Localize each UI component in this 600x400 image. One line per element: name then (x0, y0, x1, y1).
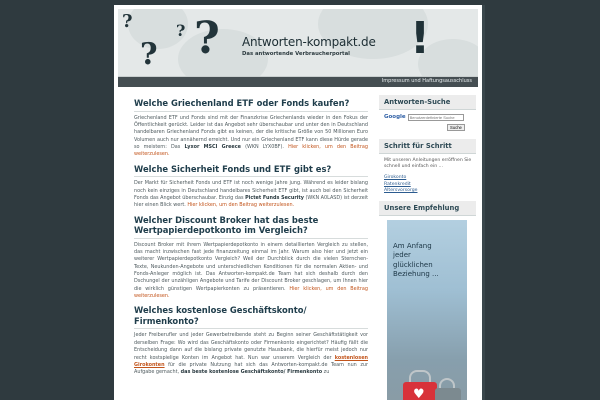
read-more-link[interactable]: Hier klicken, um den Beitrag weiterzulesen. (187, 202, 295, 209)
search-input[interactable] (408, 114, 464, 121)
search-widget-title: Antworten-Suche (379, 95, 476, 110)
post-title[interactable]: Welche Griechenland ETF oder Fonds kaufen? (134, 98, 368, 112)
padlock-icon (435, 388, 461, 400)
imprint-link[interactable]: Impressum und Haftungsausschluss (381, 78, 472, 84)
site-title[interactable]: Antworten-kompakt.de (242, 35, 376, 49)
category-links (384, 175, 472, 195)
question-mark-icon: ? (176, 21, 186, 40)
main-content (134, 98, 368, 382)
read-more-link[interactable]: Hier klicken, um den Beitrag weiterzulesen. (134, 285, 368, 300)
exclamation-icon: ! (410, 13, 431, 64)
window-edge (482, 5, 485, 400)
site-header (118, 9, 478, 77)
search-widget (379, 110, 476, 139)
post-excerpt: Jeder Freiberufler und jeder Gewerbetreibende steht zu Beginn seiner Geschäftstätigkeit vor derselben Frage: Wo wird das Geschäftskonto oder Firmenkonto eingerichtet? Häufig fällt die Entscheidung dann auf die bislang private genutzte Hausbank, die hierfür meist jedoch nur recht kostspielige Konten im Angebot hat. Nun war unserem Vergleich der kostenlosen Girokonten für die private Nutzung hat sich das Antworten-kompakt.de Team nun zur Aufgabe gemacht, das beste kostenlose Geschäftskonto/ Firmenkonto zu (134, 332, 368, 376)
page (114, 5, 482, 400)
recommendation-widget-title: Unsere Empfehlung (379, 201, 476, 216)
post-excerpt: Griechenland ETF und Fonds sind mit der Finanzkrise Griechenlands wieder in den Fokus der Öffentlichkeit gerückt. Leider ist das Angebot sehr überschaubar und unter den in Deutschland handelbaren Griechenland Fonds gibt es keinen, der die kritische Größe von 50 Millionen Euro Volumen auch nur annähernd erreicht. Und nur ein Griechenland ETF kann diese Hürde gerade so meistern: Das Lyxor MSCI Greece (WKN LYX0BF). Hier klicken, um den Beitrag weiterzulesen. (134, 114, 368, 158)
google-logo: Google (384, 114, 406, 120)
read-more-link[interactable]: Hier klicken, um den Beitrag weiterzulesen. (134, 143, 368, 158)
post-excerpt: Discount Broker mit ihrem Wertpapierdepotkonto in einem detaillierten Vergleich zu stellen, das macht inzwischen fast jede finanzzeitung einmal im Jahr. Warum also hier und jetzt ein weiterer Wertpapierdepotkonto Vergleich? Weil der Durchblick durch die vielen Sternchen-Texte, Neukunden-Angebote und unterschiedlichen Konditionen für die normalen Aktien- und Fonds-Anleger möglich ist. Das Antworten-kompakt.de Team hat sich deshalb durch den Dschungel der unzähligen Angebote und Tarife der Discount Broker geschlagen, um Ihnen hier die wirklich günstigen Wertpapierkonten zu präsentieren. Hier klicken, um den Beitrag weiterzulesen. (134, 241, 368, 300)
question-mark-icon: ? (122, 11, 133, 32)
steps-widget (379, 154, 476, 201)
post-title[interactable]: Welche Sicherheit Fonds und ETF gibt es? (134, 164, 368, 178)
site-description: Das antwortende Verbraucherportal (242, 51, 350, 57)
steps-text: Mit unseren Anleitungen erröffnen Sie schnell und einfach ein ... (384, 157, 472, 170)
link-girokonto[interactable]: Girokonto (384, 174, 407, 180)
heart-icon: ♥ (413, 386, 425, 400)
search-row (384, 114, 472, 122)
link-altersvorsorge[interactable]: Altersvorsorge (384, 188, 418, 194)
navbar (118, 77, 478, 87)
question-mark-icon: ? (140, 37, 158, 72)
recommendation-ad[interactable] (387, 220, 467, 400)
post-excerpt: Der Markt für Sicherheit Fonds und ETF ist noch wenige Jahre jung. Während es leider bislang noch kein einziges in Deutschland handelbares Sicherheit ETF gibt, ist auch bei den Sicherheit Fonds das Angebot überschaubar. Einzig das Pictet Funds Security (WKN A0LASD) ist derzeit hier einen Blick wert. Hier klicken, um den Beitrag weiterzulesen. (134, 180, 368, 209)
sidebar (379, 95, 476, 400)
ad-text: Am Anfang jeder glücklichen Beziehung ... (393, 241, 439, 279)
steps-widget-title: Schritt für Schritt (379, 139, 476, 154)
post-title[interactable]: Welcher Discount Broker hat das beste Wertpapierdepotkonto im Vergleich? (134, 215, 368, 239)
search-button[interactable]: Suche (447, 124, 465, 131)
girokonten-link[interactable]: kostenlosen Girokonten (134, 354, 368, 368)
link-ratenkredit[interactable]: Ratenkredit (384, 181, 411, 187)
heart-lock-icon (403, 382, 437, 400)
post-title[interactable]: Welches kostenlose Geschäftskonto/ Firmenkonto? (134, 305, 368, 329)
question-mark-icon: ? (194, 13, 220, 64)
